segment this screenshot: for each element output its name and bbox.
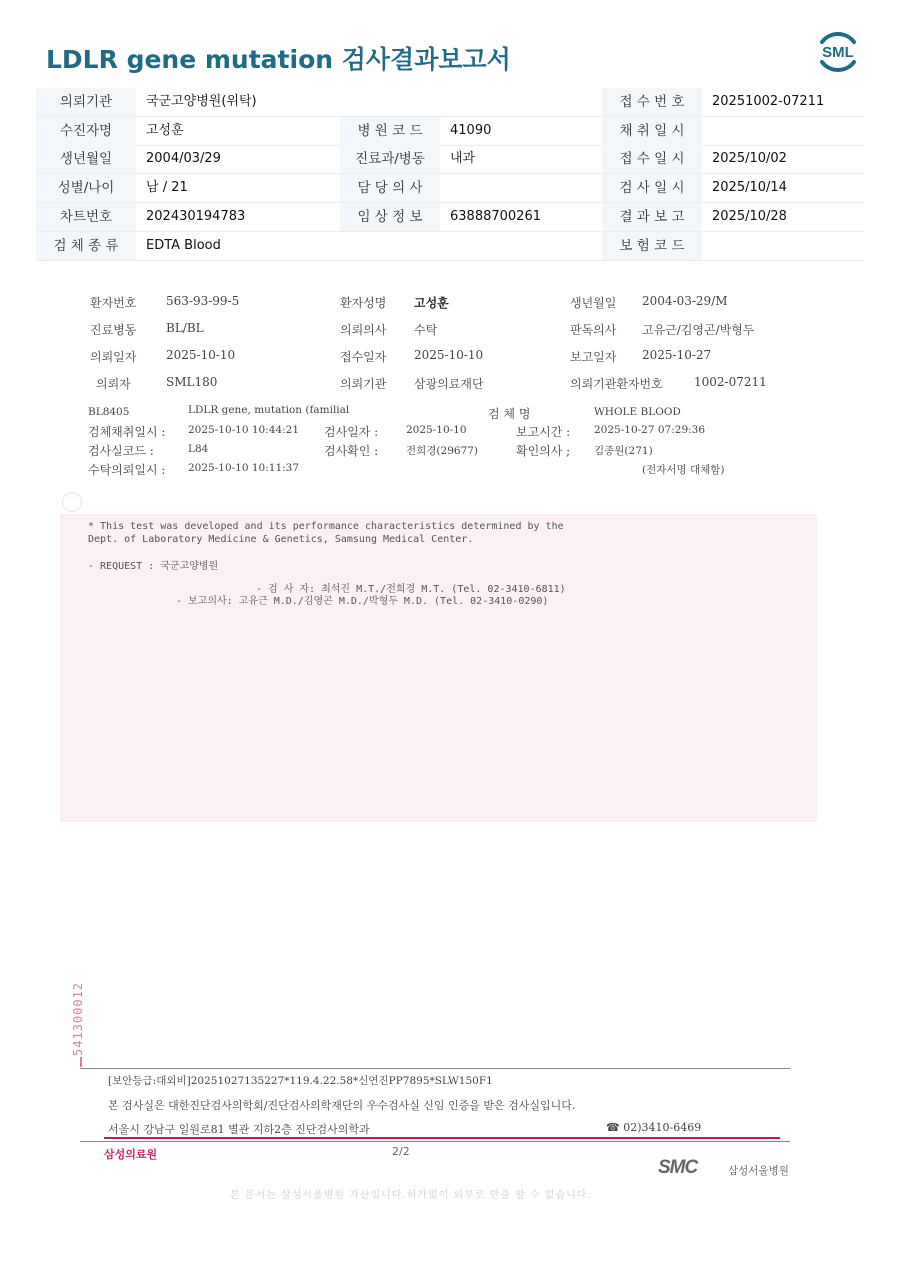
detail-label: 확인의사 ; [516,444,571,458]
info-label: 임 상 정 보 [340,203,440,231]
report-title: LDLR gene mutation 검사결과보고서 [46,45,511,74]
phone-text: ☎ 02)3410-6469 [606,1121,702,1134]
info-value: 63888700261 [450,208,541,224]
scan-value: 고성훈 [414,296,449,310]
info-label: 결 과 보 고 [602,203,702,231]
info-value: 20251002-07211 [712,94,825,109]
security-line: [보안등급:대외비]20251027135227*119.4.22.58*신연진PP7895*SLW150F1 [108,1075,493,1087]
info-label: 수진자명 [36,117,136,145]
info-value: 남 / 21 [146,180,188,196]
scan-label: 접수일자 [340,350,387,364]
info-label: 생년월일 [36,145,136,173]
detail-value: 전희경(29677) [406,445,479,457]
detail-value: 2025-10-10 [406,424,467,436]
info-row [36,117,864,146]
result-body [60,514,817,822]
esign-note: (전자서명 대체함) [642,464,725,476]
detail-value: 2025-10-27 07:29:36 [594,424,706,436]
info-value: 202430194783 [146,208,246,224]
right-brand: 삼성서울병원 [728,1165,789,1177]
scan-label: 의뢰기관환자번호 [570,377,663,391]
info-label: 담 당 의 사 [340,174,440,202]
info-value: 국군고양병원(위탁) [146,94,257,109]
side-tick [80,1057,82,1067]
info-value: 2004/03/29 [146,151,221,167]
detail-label: 검사일자 : [324,425,379,439]
info-value [702,117,864,145]
detail-label: 검사확인 : [324,444,379,458]
detail-label: 검사실코드 : [88,444,154,458]
scan-label: 생년월일 [570,296,617,310]
ownership-notice: 본 문서는 삼성서울병원 자산입니다.허가없이 외부로 반출 할 수 없습니다. [230,1190,592,1201]
scan-label: 의뢰기관 [340,377,387,391]
scan-value: SML180 [166,375,218,389]
info-value: 2025/10/14 [712,180,787,196]
info-label: 검 체 종 류 [36,232,136,260]
page-number: 2/2 [392,1145,410,1158]
logo-text: SML [822,44,854,61]
scan-value: 삼광의료재단 [414,377,484,391]
info-label: 보 험 코 드 [602,232,702,260]
detail-label: 수탁의뢰일시 : [88,463,166,477]
info-label: 차트번호 [36,203,136,231]
scan-header [0,280,900,480]
specimen-value: WHOLE BLOOD [594,406,681,418]
info-label: 진료과/병동 [340,145,440,173]
scan-value: 2004-03-29/M [642,294,728,308]
info-value: 고성훈 [146,122,184,138]
side-serial-number [62,960,92,1060]
body-line: - REQUEST : 국군고양병원 [88,561,219,572]
scan-value: 563-93-99-5 [166,294,240,308]
scan-value: 2025-10-10 [166,348,236,362]
info-value: 41090 [450,122,492,138]
info-label: 의뢰기관 [36,88,136,116]
scan-value: 2025-10-27 [642,348,712,362]
scan-label: 의뢰의사 [340,323,387,337]
info-label: 채 취 일 시 [602,117,702,145]
info-row [36,88,864,117]
body-line: * This test was developed and its performance characteristics determined by the [88,521,564,532]
scan-label: 의뢰일자 [90,350,137,364]
scan-value: 1002-07211 [694,375,767,389]
info-row [36,203,864,232]
smc-logo: SMC [658,1157,698,1178]
accent-rule [104,1137,780,1139]
body-line: - 검 사 자: 최석진 M.T./전희경 M.T. (Tel. 02-3410-6811) [256,584,566,595]
scan-value: BL/BL [166,321,204,335]
info-row [36,174,864,203]
info-value: 2025/10/28 [712,208,787,224]
info-label: 접 수 일 시 [602,145,702,173]
info-value: 2025/10/02 [712,151,787,167]
info-row [36,232,864,261]
info-value [440,88,602,116]
detail-value: 김종원(271) [594,445,653,457]
info-value [440,174,602,202]
address-text: 서울시 강남구 일원로81 별관 지하2층 진단검사의학과 [108,1123,370,1136]
scan-label: 환자성명 [340,296,387,310]
detail-value: L84 [188,443,209,455]
info-label: 성별/나이 [36,174,136,202]
sml-logo [814,28,862,76]
info-label: 병 원 코 드 [340,117,440,145]
info-label: 접 수 번 호 [602,88,702,116]
scan-label: 판독의사 [570,323,617,337]
certification-text: 본 검사실은 대한진단검사의학회/진단검사의학재단의 우수검사실 신임 인증을 받은 검사실입니다. [108,1099,576,1112]
footer-rule [80,1068,790,1069]
patient-info-table [36,88,864,260]
test-code: BL8405 [88,406,130,418]
footer-rule [80,1141,790,1142]
left-brand: 삼성의료원 [104,1148,158,1161]
punch-hole [62,492,82,512]
info-row [36,145,864,174]
info-value [440,232,602,260]
info-value [702,232,864,260]
detail-value: 2025-10-10 10:11:37 [188,462,300,474]
test-name: LDLR gene, mutation (familial [188,404,350,416]
info-label: 검 사 일 시 [602,174,702,202]
scan-value: 2025-10-10 [414,348,484,362]
info-value: EDTA Blood [146,237,221,253]
detail-value: 2025-10-10 10:44:21 [188,424,300,436]
specimen-label: 검 체 명 [488,407,531,421]
scan-value: 고유근/김영곤/박형두 [642,323,755,337]
scan-label: 보고일자 [570,350,617,364]
scan-label: 환자번호 [90,296,137,310]
body-line: Dept. of Laboratory Medicine & Genetics, Samsung Medical Center. [88,534,474,545]
side-number-text: 541300012 [71,981,85,1056]
body-line: - 보고의사: 고유근 M.D./김영곤 M.D./박형두 M.D. (Tel. 02-3410-0290) [176,596,549,607]
detail-label: 검체채취일시 : [88,425,166,439]
detail-label: 보고시간 : [516,425,571,439]
scan-label: 의뢰자 [96,377,131,391]
scan-value: 수탁 [414,323,438,337]
scan-label: 진료병동 [90,323,137,337]
info-value: 내과 [450,151,476,167]
